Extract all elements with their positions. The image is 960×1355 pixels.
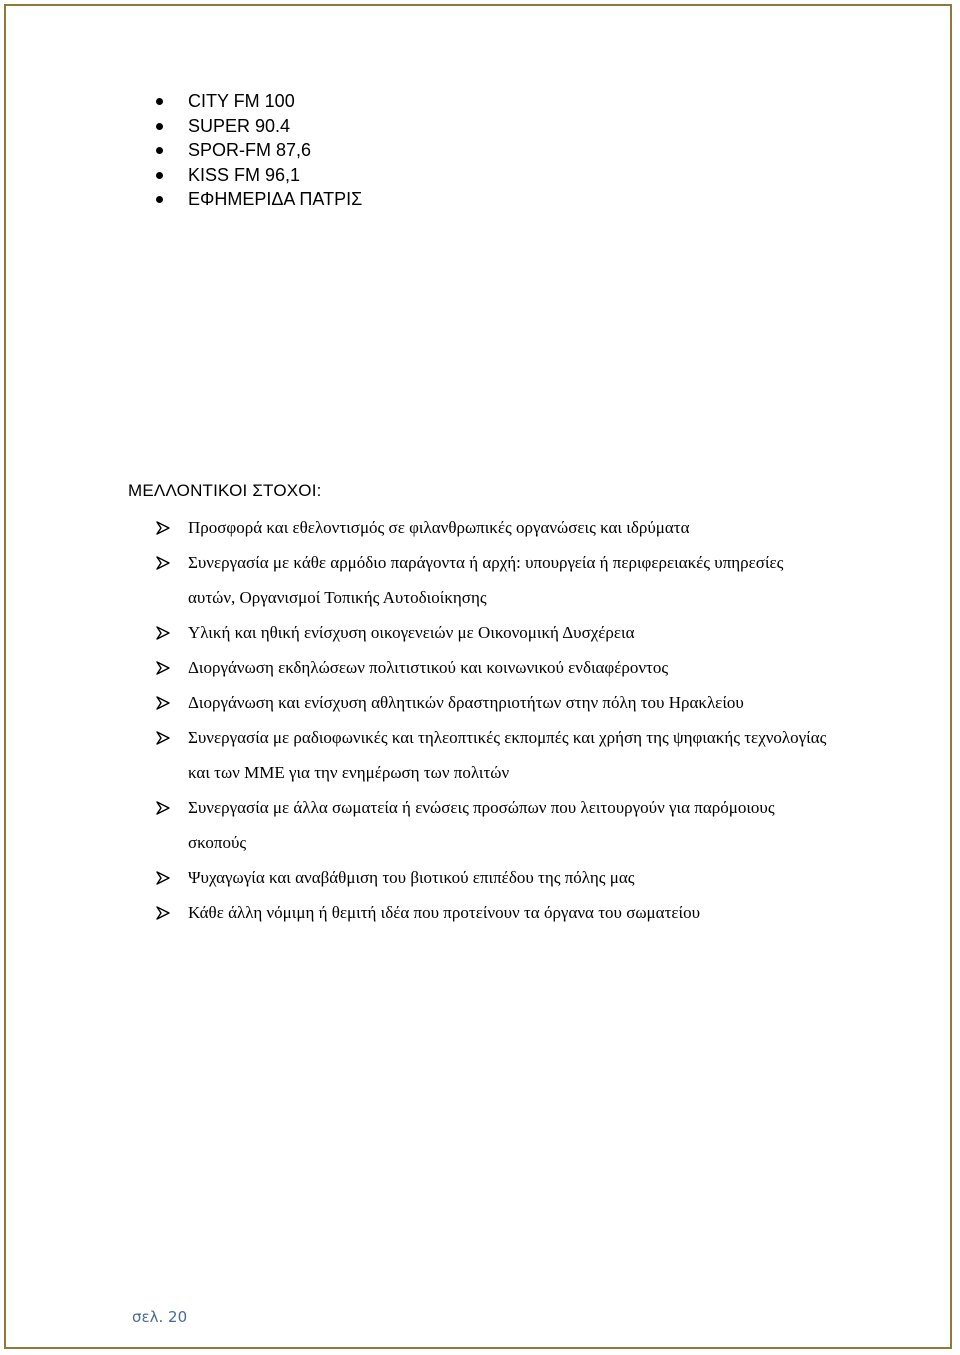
list-item-text: Υλική και ηθική ενίσχυση οικογενειών με Οικονομική Δυσχέρεια: [188, 623, 635, 642]
list-item: [152, 114, 362, 139]
list-item-text: CITY FM 100: [188, 91, 295, 111]
list-item: [152, 790, 832, 860]
arrow-bullet-icon: [156, 685, 172, 720]
bullet-icon: [156, 172, 163, 179]
media-list: [152, 89, 362, 212]
bullet-icon: [156, 123, 163, 130]
arrow-bullet-icon: [156, 510, 172, 545]
list-item-text: SPOR-FM 87,6: [188, 140, 312, 161]
list-item: [152, 545, 832, 615]
list-item-text: Ψυχαγωγία και αναβάθμιση του βιοτικού επιπέδου της πόλης μας: [188, 868, 635, 887]
page-number: σελ. 20: [132, 1308, 188, 1326]
list-item: [152, 510, 832, 545]
list-item-text: Διοργάνωση εκδηλώσεων πολιτιστικού και κοινωνικού ενδιαφέροντος: [188, 658, 669, 677]
list-item-text: Συνεργασία με ραδιοφωνικές και τηλεοπτικές εκπομπές και χρήση της ψηφιακής τεχνολογίας και των ΜΜΕ για την ενημέρωση των πολιτών: [188, 728, 827, 782]
list-item: [152, 138, 362, 163]
list-item: [152, 860, 832, 895]
arrow-bullet-icon: [156, 720, 172, 755]
list-item-text: Διοργάνωση και ενίσχυση αθλητικών δραστηριοτήτων στην πόλη του Ηρακλείου: [188, 693, 744, 712]
list-item: [152, 685, 832, 720]
list-item: [152, 720, 832, 790]
arrow-bullet-icon: [156, 615, 172, 650]
bullet-icon: [156, 147, 163, 154]
list-item: [152, 615, 832, 650]
arrow-bullet-icon: [156, 895, 172, 930]
arrow-bullet-icon: [156, 545, 172, 580]
list-item: [152, 187, 362, 212]
arrow-bullet-icon: [156, 650, 172, 685]
bullet-icon: [156, 98, 163, 105]
list-item: [152, 650, 832, 685]
list-item-text: KISS FM 96,1: [188, 164, 301, 185]
section-heading: ΜΕΛΛΟΝΤΙΚΟΙ ΣΤΟΧΟΙ:: [128, 481, 322, 500]
list-item-text: SUPER 90.4: [188, 115, 291, 136]
list-item: [152, 89, 362, 114]
list-item-text: Συνεργασία με άλλα σωματεία ή ενώσεις προσώπων που λειτουργούν για παρόμοιους σκοπούς: [188, 798, 775, 852]
list-item-text: Προσφορά και εθελοντισμός σε φιλανθρωπικές οργανώσεις και ιδρύματα: [188, 518, 690, 537]
list-item-text: Κάθε άλλη νόμιμη ή θεμιτή ιδέα που προτείνουν τα όργανα του σωματείου: [188, 903, 701, 922]
bullet-icon: [156, 196, 163, 203]
arrow-bullet-icon: [156, 790, 172, 825]
list-item-text: ΕΦΗΜΕΡΙΔΑ ΠΑΤΡΙΣ: [188, 189, 363, 210]
list-item-text: Συνεργασία με κάθε αρμόδιο παράγοντα ή αρχή: υπουργεία ή περιφερειακές υπηρεσίες αυτών, Οργανισμοί Τοπικής Αυτοδιοίκησης: [188, 553, 784, 607]
list-item: [152, 163, 362, 188]
goals-list: [152, 510, 832, 930]
list-item: [152, 895, 832, 930]
arrow-bullet-icon: [156, 860, 172, 895]
